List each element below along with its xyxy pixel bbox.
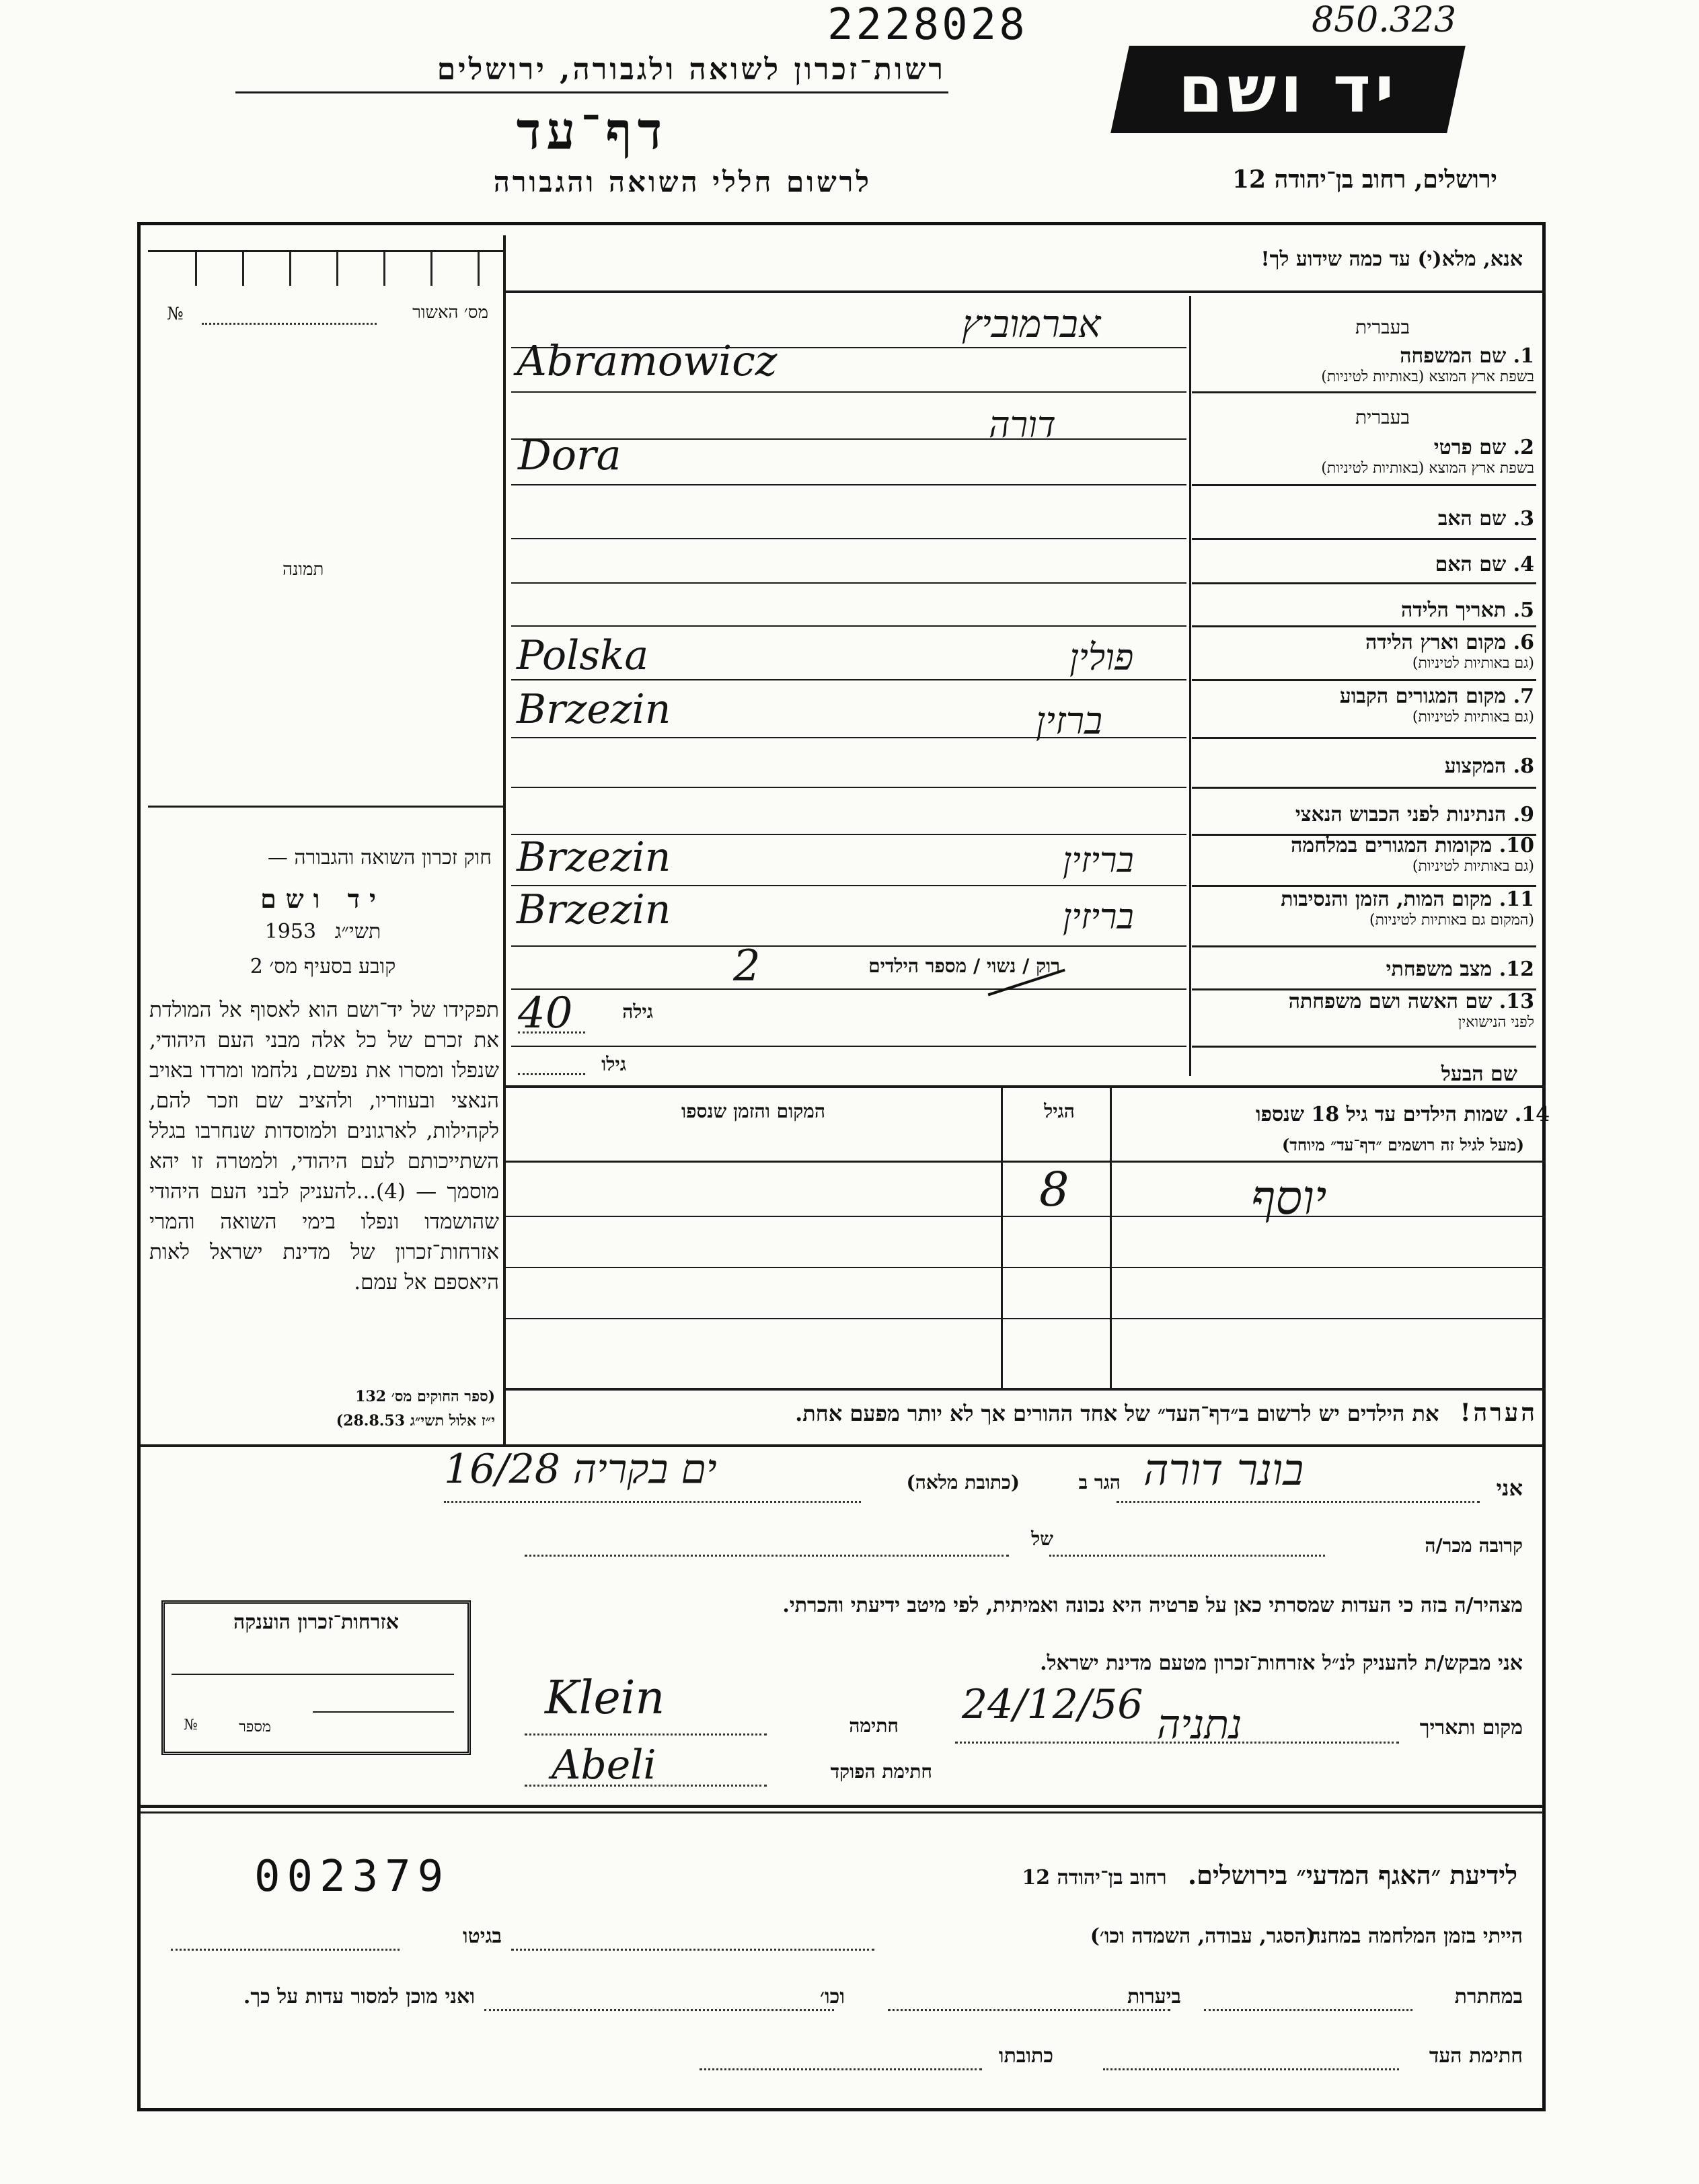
birth-country-latin-value[interactable]: Polska	[517, 632, 649, 679]
age-value[interactable]: 40	[518, 988, 573, 1038]
firstname-hebrew-value[interactable]: דורה	[989, 403, 1056, 446]
page-title: דף־עד	[516, 101, 668, 161]
ghetto-field[interactable]	[171, 1949, 400, 1951]
footer-line2-d: ואני מוכן למסור עדות על כך.	[243, 1985, 475, 2008]
note-label: הערה!	[1460, 1399, 1538, 1427]
field-label-10: 10. מקומות המגורים במלחמה (גם באותיות לטיניות)	[1291, 834, 1534, 875]
citizenship-box-no-label: מספר	[239, 1719, 271, 1736]
witness-declaration: מצהיר/ה בזה כי העדות שמסרתי כאן על פרטיה היא נכונה ואמיתית, לפי מיטב ידיעתי והכרתי.	[782, 1594, 1523, 1617]
note-row	[795, 1399, 1538, 1427]
photo-ticks	[168, 252, 491, 286]
children-col-1	[1001, 1085, 1003, 1388]
header-address: ירושלים, רחוב בן־יהודה 12	[1232, 165, 1497, 194]
note-text: את הילדים יש לרשום ב״דף־העד״ של אחד ההורים אך לא יותר מפעם אחת.	[795, 1401, 1439, 1426]
photo-label: תמונה	[282, 559, 324, 580]
firstname-latin-value[interactable]: Dora	[518, 430, 621, 479]
signature-value[interactable]: Klein	[545, 1672, 665, 1725]
field-label-11: 11. מקום המות, הזמן והנסיבות (המקום גם באותיות לטיניות)	[1281, 888, 1534, 929]
law-name: יד ושם	[260, 884, 385, 914]
value-line-4[interactable]	[511, 582, 1186, 584]
children-row-1	[506, 1216, 1546, 1217]
age-male-field[interactable]	[518, 1073, 585, 1075]
death-hebrew-value[interactable]: בריזין	[1063, 897, 1134, 937]
law-clause: קובע בסעיף מס׳ 2	[250, 955, 396, 978]
row-sep-10	[1192, 885, 1536, 887]
field-label-4: 4. שם האם	[1435, 553, 1534, 576]
value-line-5[interactable]	[511, 625, 1186, 627]
age-label-male: גילו	[601, 1053, 626, 1075]
children-age-header: הגיל	[1044, 1100, 1075, 1122]
authority-line: רשות־זכרון לשואה ולגבורה, ירושלים	[437, 52, 946, 87]
witness-of-label: של	[1031, 1528, 1053, 1550]
children-col-2	[1110, 1085, 1112, 1388]
citizenship-box-line	[172, 1674, 454, 1675]
marital-options: רוק / נשוי / מספר הילדים	[868, 955, 1060, 977]
law-year-hebrew: תשי״ג	[334, 920, 381, 943]
law-ref-1: (ספר החוקים מס׳ 132	[355, 1388, 495, 1405]
husband-label: שם הבעל	[1441, 1062, 1517, 1086]
field-label-5: 5. תאריך הלידה	[1401, 598, 1534, 622]
footer-line2-b: ביערות	[1127, 1985, 1181, 2008]
page-subtitle: לרשום חללי השואה והגבורה	[493, 165, 872, 198]
yad-vashem-logo	[1110, 46, 1466, 133]
children-place-header: המקום והזמן שנספו	[681, 1100, 825, 1122]
value-line-6[interactable]	[511, 679, 1186, 680]
footer-line2-a: במחתרת	[1454, 1985, 1523, 2008]
approval-field[interactable]	[202, 323, 377, 325]
footer-line1-b: (הסגר, עבודה, השמדה וכו׳)	[1090, 1924, 1316, 1948]
date-value[interactable]: 24/12/56	[962, 1681, 1143, 1728]
field-label-9: 9. הנתינות לפני הכבוש הנאצי	[1295, 803, 1534, 826]
row-sep-11	[1192, 945, 1536, 947]
law-text: תפקידו של יד־ושם הוא לאסוף אל המולדת את זכרם של כל אלה מבני העם היהודי, שנפלו ומסרו את נפשם, נלחמו ומרדו באויב הנאצי ובעוזריו, ולהציב שם וזכר להם, לקהילות, לארגונים ולמוסדות שנחרבו בגלל השתייכותם לעם היהודי, ולמטרה זו יהא מוסמך — (4)...להעניק לבני העם היהודי שהושמדו ונפלו בימי השואה והמרי אזרחות־זכרון של מדינת ישראל לאות היאספם אל עמם.	[149, 998, 499, 1294]
wartime-latin-value[interactable]: Brzezin	[517, 834, 671, 881]
place-date-label: מקום ותאריך	[1419, 1716, 1523, 1740]
citizenship-box-line-2	[313, 1711, 454, 1713]
child-age-value[interactable]: 8	[1039, 1162, 1069, 1217]
official-signature-value[interactable]: Abeli	[552, 1742, 656, 1789]
field-label-8: 8. המקצוע	[1444, 754, 1534, 778]
children-row-2	[506, 1267, 1546, 1268]
children-bottom-rule	[506, 1388, 1546, 1391]
children-top-rule	[506, 1085, 1546, 1088]
hebrew-label-2: בעברית	[1355, 406, 1410, 428]
children-row-3	[506, 1318, 1546, 1319]
footer-heading-address: רחוב בן־יהודה 12	[1022, 1866, 1167, 1889]
left-mid-rule	[148, 806, 504, 808]
place-value[interactable]: נתניה	[1157, 1701, 1242, 1748]
footer-line1-a: הייתי בזמן המלחמה במחנה	[1309, 1924, 1523, 1948]
of-field[interactable]	[525, 1555, 1009, 1557]
value-line-1b[interactable]	[511, 391, 1186, 393]
children-header-rule	[506, 1161, 1546, 1163]
law-year-row	[202, 920, 444, 943]
children-subheader: (מעל לגיל זה רושמים ״דף־עד״ מיוחד)	[1281, 1135, 1524, 1155]
citizenship-box	[161, 1600, 471, 1755]
children-count-value[interactable]: 2	[733, 941, 761, 991]
age-label-female: גילה	[622, 1001, 653, 1023]
row-sep-6	[1192, 679, 1536, 681]
value-line-12[interactable]	[511, 988, 1186, 990]
row-sep-7	[1192, 737, 1536, 739]
row-sep-4	[1192, 582, 1536, 584]
row-sep-5	[1192, 625, 1536, 627]
intro-text: אנא, מלא(י) עד כמה שידוע לך!	[1260, 247, 1523, 271]
form-serial: 2228028	[827, 0, 1028, 50]
wartime-hebrew-value[interactable]: בריזין	[1063, 841, 1134, 881]
field-label-3: 3. שם האב	[1437, 507, 1534, 531]
children-header: 14. שמות הילדים עד גיל 18 שנספו	[1255, 1103, 1550, 1126]
note-bottom-rule	[140, 1444, 1543, 1447]
witness-i-label: אני	[1496, 1475, 1523, 1501]
official-signature-label: חתימת הפוקד	[830, 1760, 932, 1783]
footer-heading-text: לידיעת ״האגף המדעי״ בירושלים.	[1187, 1860, 1517, 1890]
surname-latin-value[interactable]: Abramowicz	[517, 336, 778, 385]
footer-number: 002379	[254, 1852, 451, 1902]
field-label-13: 13. שם האשה ושם משפחתה לפני הנישואין	[1288, 990, 1534, 1031]
field-label-7: 7. מקום המגורים הקבוע (גם באותיות לטיניות)	[1339, 685, 1534, 726]
row-sep-13	[1192, 1046, 1536, 1048]
hebrew-label-1: בעברית	[1355, 316, 1410, 338]
footer-line3-a: חתימת העד	[1429, 2044, 1523, 2068]
citizenship-box-title: אזרחות־זכרון הוענקה	[233, 1610, 400, 1634]
intro-bottom-rule	[506, 290, 1546, 293]
camp-field[interactable]	[511, 1949, 874, 1951]
authority-underline	[235, 91, 948, 93]
value-line-3[interactable]	[511, 538, 1186, 539]
footer-line1-c: בגיטו	[462, 1924, 502, 1948]
surname-hebrew-value[interactable]: אברמוביץ	[962, 303, 1101, 346]
underground-field[interactable]	[1204, 2009, 1412, 2011]
footer-heading	[1022, 1860, 1517, 1891]
value-line-8[interactable]	[511, 787, 1186, 788]
signature-field[interactable]	[525, 1733, 767, 1736]
child-name-value[interactable]: יוסף	[1251, 1170, 1327, 1225]
relative-field[interactable]	[1049, 1555, 1325, 1557]
witness-address-footer-field[interactable]	[700, 2068, 982, 2070]
value-line-13[interactable]	[511, 1046, 1186, 1047]
logo-text: יד ושם	[1178, 52, 1398, 127]
age-field[interactable]	[518, 1031, 585, 1034]
residence-latin-value[interactable]: Brzezin	[517, 686, 671, 733]
witness-signature-field[interactable]	[1103, 2068, 1399, 2070]
footer-rule-top	[140, 1805, 1543, 1808]
forests-field[interactable]	[888, 2009, 1170, 2011]
footer-line3-b: כתובתו	[998, 2044, 1053, 2068]
witness-relative-label: קרובה מכר/ה	[1425, 1534, 1523, 1557]
law-year: 1953	[264, 920, 317, 943]
label-column-border	[1189, 296, 1191, 1076]
death-latin-value[interactable]: Brzezin	[517, 886, 671, 933]
witness-name-field[interactable]	[1117, 1501, 1480, 1503]
value-line-2b[interactable]	[511, 484, 1186, 485]
footer-line2-c: וכו׳	[820, 1985, 845, 2008]
row-sep-1	[1192, 391, 1536, 393]
witness-resides-label: הגר ב	[1078, 1471, 1121, 1493]
row-sep-2	[1192, 484, 1536, 486]
citizenship-box-no-symbol: №	[184, 1717, 198, 1733]
witness-request: אני מבקש/ת להעניק לנ״ל אזרחות־זכרון מטעם מדינת ישראל.	[1040, 1651, 1523, 1675]
witness-address-label: (כתובת מלאה)	[906, 1471, 1020, 1493]
other-field[interactable]	[484, 2009, 834, 2011]
footer-rule-bottom	[140, 1811, 1543, 1814]
approval-label: מס׳ האשור	[412, 303, 488, 323]
field-label-12: 12. מצב משפחתי	[1386, 958, 1534, 981]
witness-name-value[interactable]: בונר דורה	[1143, 1446, 1304, 1495]
signature-label: חתימה	[849, 1715, 899, 1737]
field-label-6: 6. מקום וארץ הלידה (גם באותיות לטיניות)	[1365, 631, 1534, 672]
row-sep-3	[1192, 538, 1536, 540]
birth-country-hebrew-value[interactable]: פולין	[1069, 636, 1134, 678]
field-label-2: 2. שם פרטי בשפת ארץ המוצא (באותיות לטיניות)	[1321, 436, 1534, 477]
law-ref-2: י״ז אלול תשי״ג 28.8.53)	[336, 1412, 495, 1430]
witness-address-value[interactable]: ים בקריה 16/28	[444, 1446, 717, 1493]
field-label-1: 1. שם המשפחה בשפת ארץ המוצא (באותיות לטיניות)	[1321, 344, 1534, 385]
law-title: חוק זכרון השואה והגבורה —	[267, 846, 492, 869]
witness-address-field[interactable]	[444, 1501, 861, 1503]
row-sep-8	[1192, 787, 1536, 789]
left-column-border	[503, 235, 506, 1446]
approval-no-symbol: №	[167, 304, 184, 324]
corner-note: 850.323	[1312, 0, 1457, 40]
value-line-11[interactable]	[511, 945, 1186, 947]
residence-hebrew-value[interactable]: ברזין	[1036, 699, 1103, 743]
